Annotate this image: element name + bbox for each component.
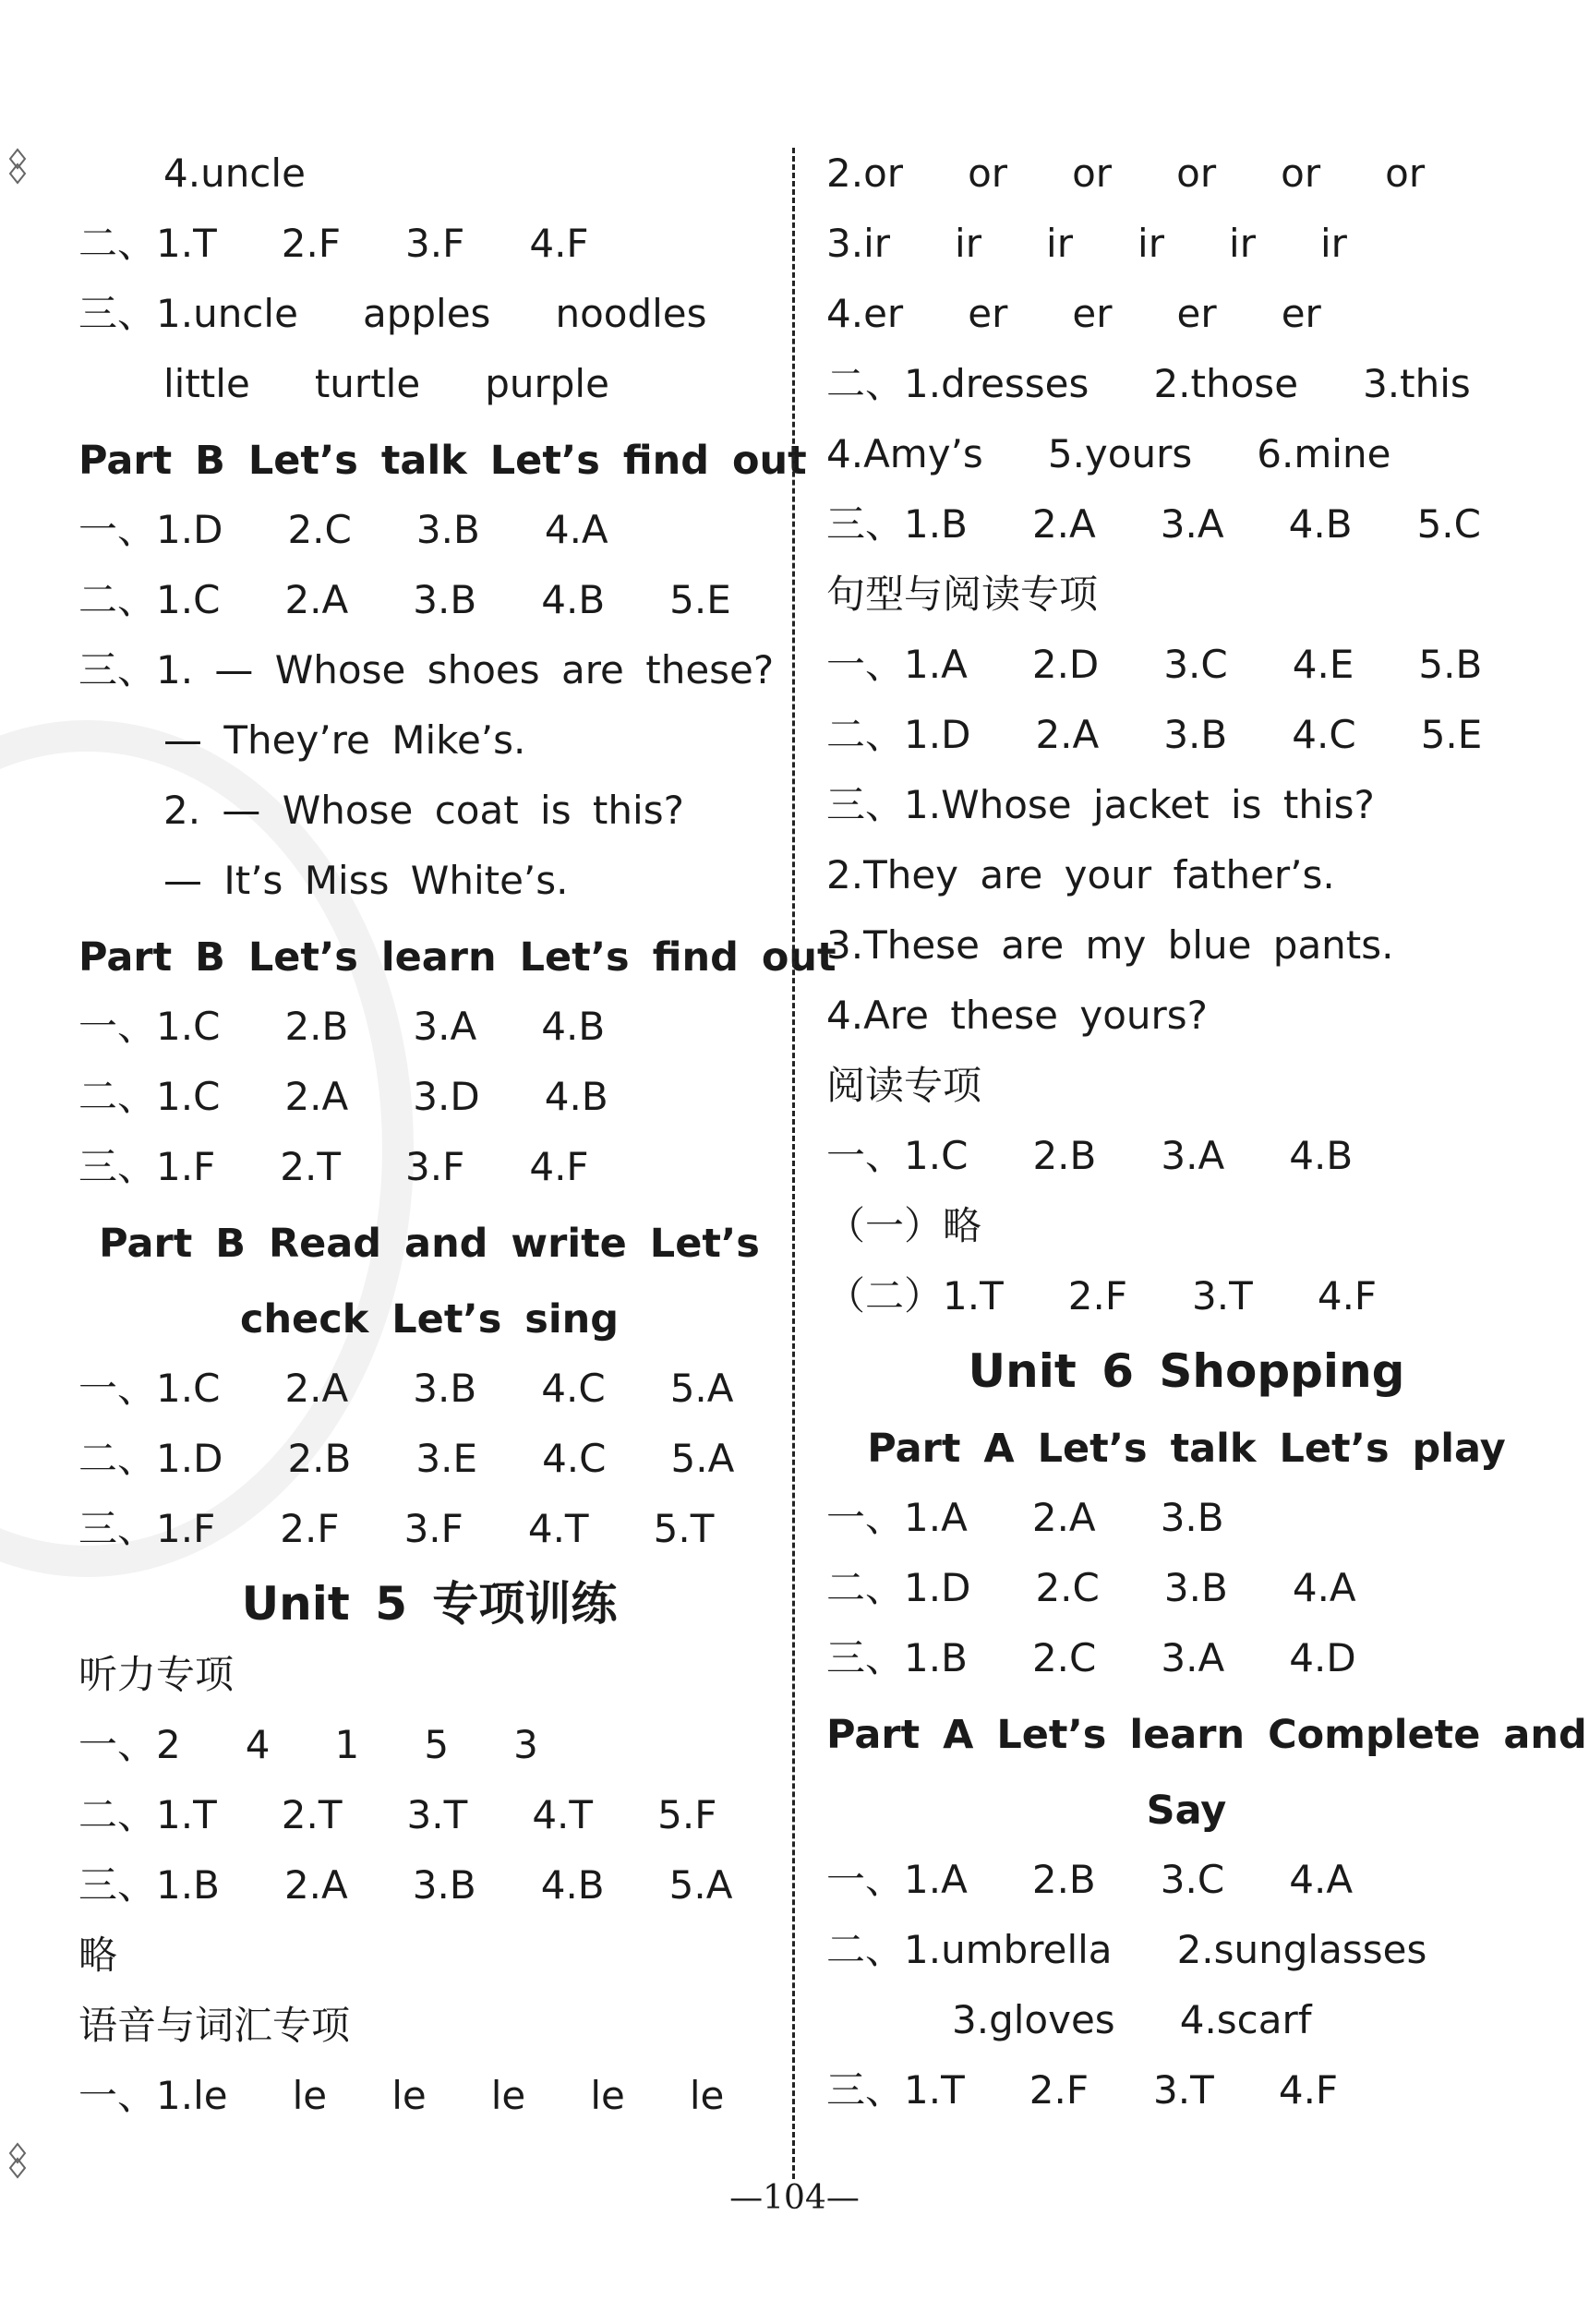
answer-line: 一、1.C 2.A 3.B 4.C 5.A bbox=[78, 1366, 734, 1411]
answer-line: 三、1.B 2.C 3.A 4.D bbox=[826, 1635, 1356, 1680]
answer-line: 三、1.B 2.A 3.B 4.B 5.A bbox=[78, 1862, 733, 1908]
right-column bbox=[826, 138, 1587, 2125]
answer-line: 三、1.B 2.A 3.A 4.B 5.C bbox=[826, 501, 1481, 547]
answer-line: 二、1.D 2.A 3.B 4.C 5.E bbox=[826, 712, 1483, 757]
answer-line: 一、1.A 2.B 3.C 4.A bbox=[826, 1857, 1354, 1902]
answer-line: 3.ir ir ir ir ir ir bbox=[826, 221, 1347, 266]
answer-line: 略 bbox=[78, 1933, 118, 1978]
answer-line: 句型与阅读专项 bbox=[826, 572, 1099, 617]
answer-line: 二、1.C 2.A 3.B 4.B 5.E bbox=[78, 577, 731, 622]
answer-line: 一、1.D 2.C 3.B 4.A bbox=[78, 507, 608, 552]
page-number: —104— bbox=[729, 2179, 860, 2217]
answer-line: 3.These are my blue pants. bbox=[826, 922, 1394, 968]
answer-line: （一）略 bbox=[826, 1203, 982, 1248]
answer-line: 二、1.dresses 2.those 3.this bbox=[826, 361, 1471, 406]
answer-line: 一、2 4 1 5 3 bbox=[78, 1722, 538, 1767]
answer-line: Unit 5 专项训练 bbox=[241, 1577, 618, 1631]
answer-line: 听力专项 bbox=[78, 1652, 235, 1697]
answer-line: 4.Are these yours? bbox=[826, 993, 1208, 1038]
answer-line: Unit 6 Shopping bbox=[968, 1344, 1405, 1398]
answer-line: 2. — Whose coat is this? bbox=[163, 788, 684, 833]
answer-line: little turtle purple bbox=[163, 361, 609, 406]
answer-line: 三、1.Whose jacket is this? bbox=[826, 782, 1375, 827]
margin-ornament-icon bbox=[7, 2142, 28, 2179]
answer-line: 二、1.T 2.T 3.T 4.T 5.F bbox=[78, 1792, 717, 1837]
answer-line: 三、1.F 2.F 3.F 4.T 5.T bbox=[78, 1506, 715, 1551]
left-column bbox=[78, 138, 837, 2131]
answer-line: 一、1.le le le le le le bbox=[78, 2073, 725, 2118]
answer-line: 2.or or or or or or bbox=[826, 151, 1426, 196]
answer-line: 一、1.A 2.D 3.C 4.E 5.B bbox=[826, 642, 1483, 687]
answer-line: 3.gloves 4.scarf bbox=[952, 1997, 1312, 2042]
answer-line: Part A Let’s talk Let’s play bbox=[867, 1426, 1506, 1472]
answer-line: — They’re Mike’s. bbox=[163, 717, 526, 763]
answer-line: 三、1. — Whose shoes are these? bbox=[78, 647, 775, 692]
answer-line: 二、1.T 2.F 3.F 4.F bbox=[78, 221, 589, 266]
answer-line: 二、1.D 2.C 3.B 4.A bbox=[826, 1565, 1356, 1610]
answer-line: 三、1.uncle apples noodles bbox=[78, 291, 707, 336]
answer-line: Part B Let’s learn Let’s find out bbox=[78, 934, 837, 981]
answer-line: 三、1.F 2.T 3.F 4.F bbox=[78, 1144, 589, 1189]
answer-line: 4.er er er er er bbox=[826, 291, 1321, 336]
answer-line: 二、1.C 2.A 3.D 4.B bbox=[78, 1074, 608, 1119]
answer-line: 三、1.T 2.F 3.T 4.F bbox=[826, 2067, 1339, 2113]
answer-line: 一、1.C 2.B 3.A 4.B bbox=[826, 1133, 1354, 1178]
answer-line: Part A Let’s learn Complete and bbox=[826, 1712, 1587, 1758]
answer-line: Part B Let’s talk Let’s find out bbox=[78, 438, 807, 484]
answer-line: 二、1.umbrella 2.sunglasses bbox=[826, 1927, 1427, 1972]
answer-line: 2.They are your father’s. bbox=[826, 852, 1335, 897]
answer-line: — It’s Miss White’s. bbox=[163, 858, 569, 903]
margin-ornament-icon bbox=[7, 148, 28, 185]
answer-line: check Let’s sing bbox=[239, 1296, 620, 1343]
answer-line: 阅读专项 bbox=[826, 1063, 982, 1108]
answer-line: 语音与词汇专项 bbox=[78, 2003, 351, 2048]
answer-line: 一、1.A 2.A 3.B bbox=[826, 1495, 1224, 1540]
answer-line: （二）1.T 2.F 3.T 4.F bbox=[826, 1273, 1378, 1319]
answer-line: 二、1.D 2.B 3.E 4.C 5.A bbox=[78, 1436, 735, 1481]
answer-line: 一、1.C 2.B 3.A 4.B bbox=[78, 1004, 606, 1049]
answer-line: 4.uncle bbox=[163, 151, 306, 196]
answer-line: Say bbox=[1146, 1788, 1227, 1834]
column-divider bbox=[792, 148, 795, 2179]
answer-line: Part B Read and write Let’s bbox=[99, 1221, 760, 1267]
answer-line: 4.Amy’s 5.yours 6.mine bbox=[826, 431, 1391, 476]
